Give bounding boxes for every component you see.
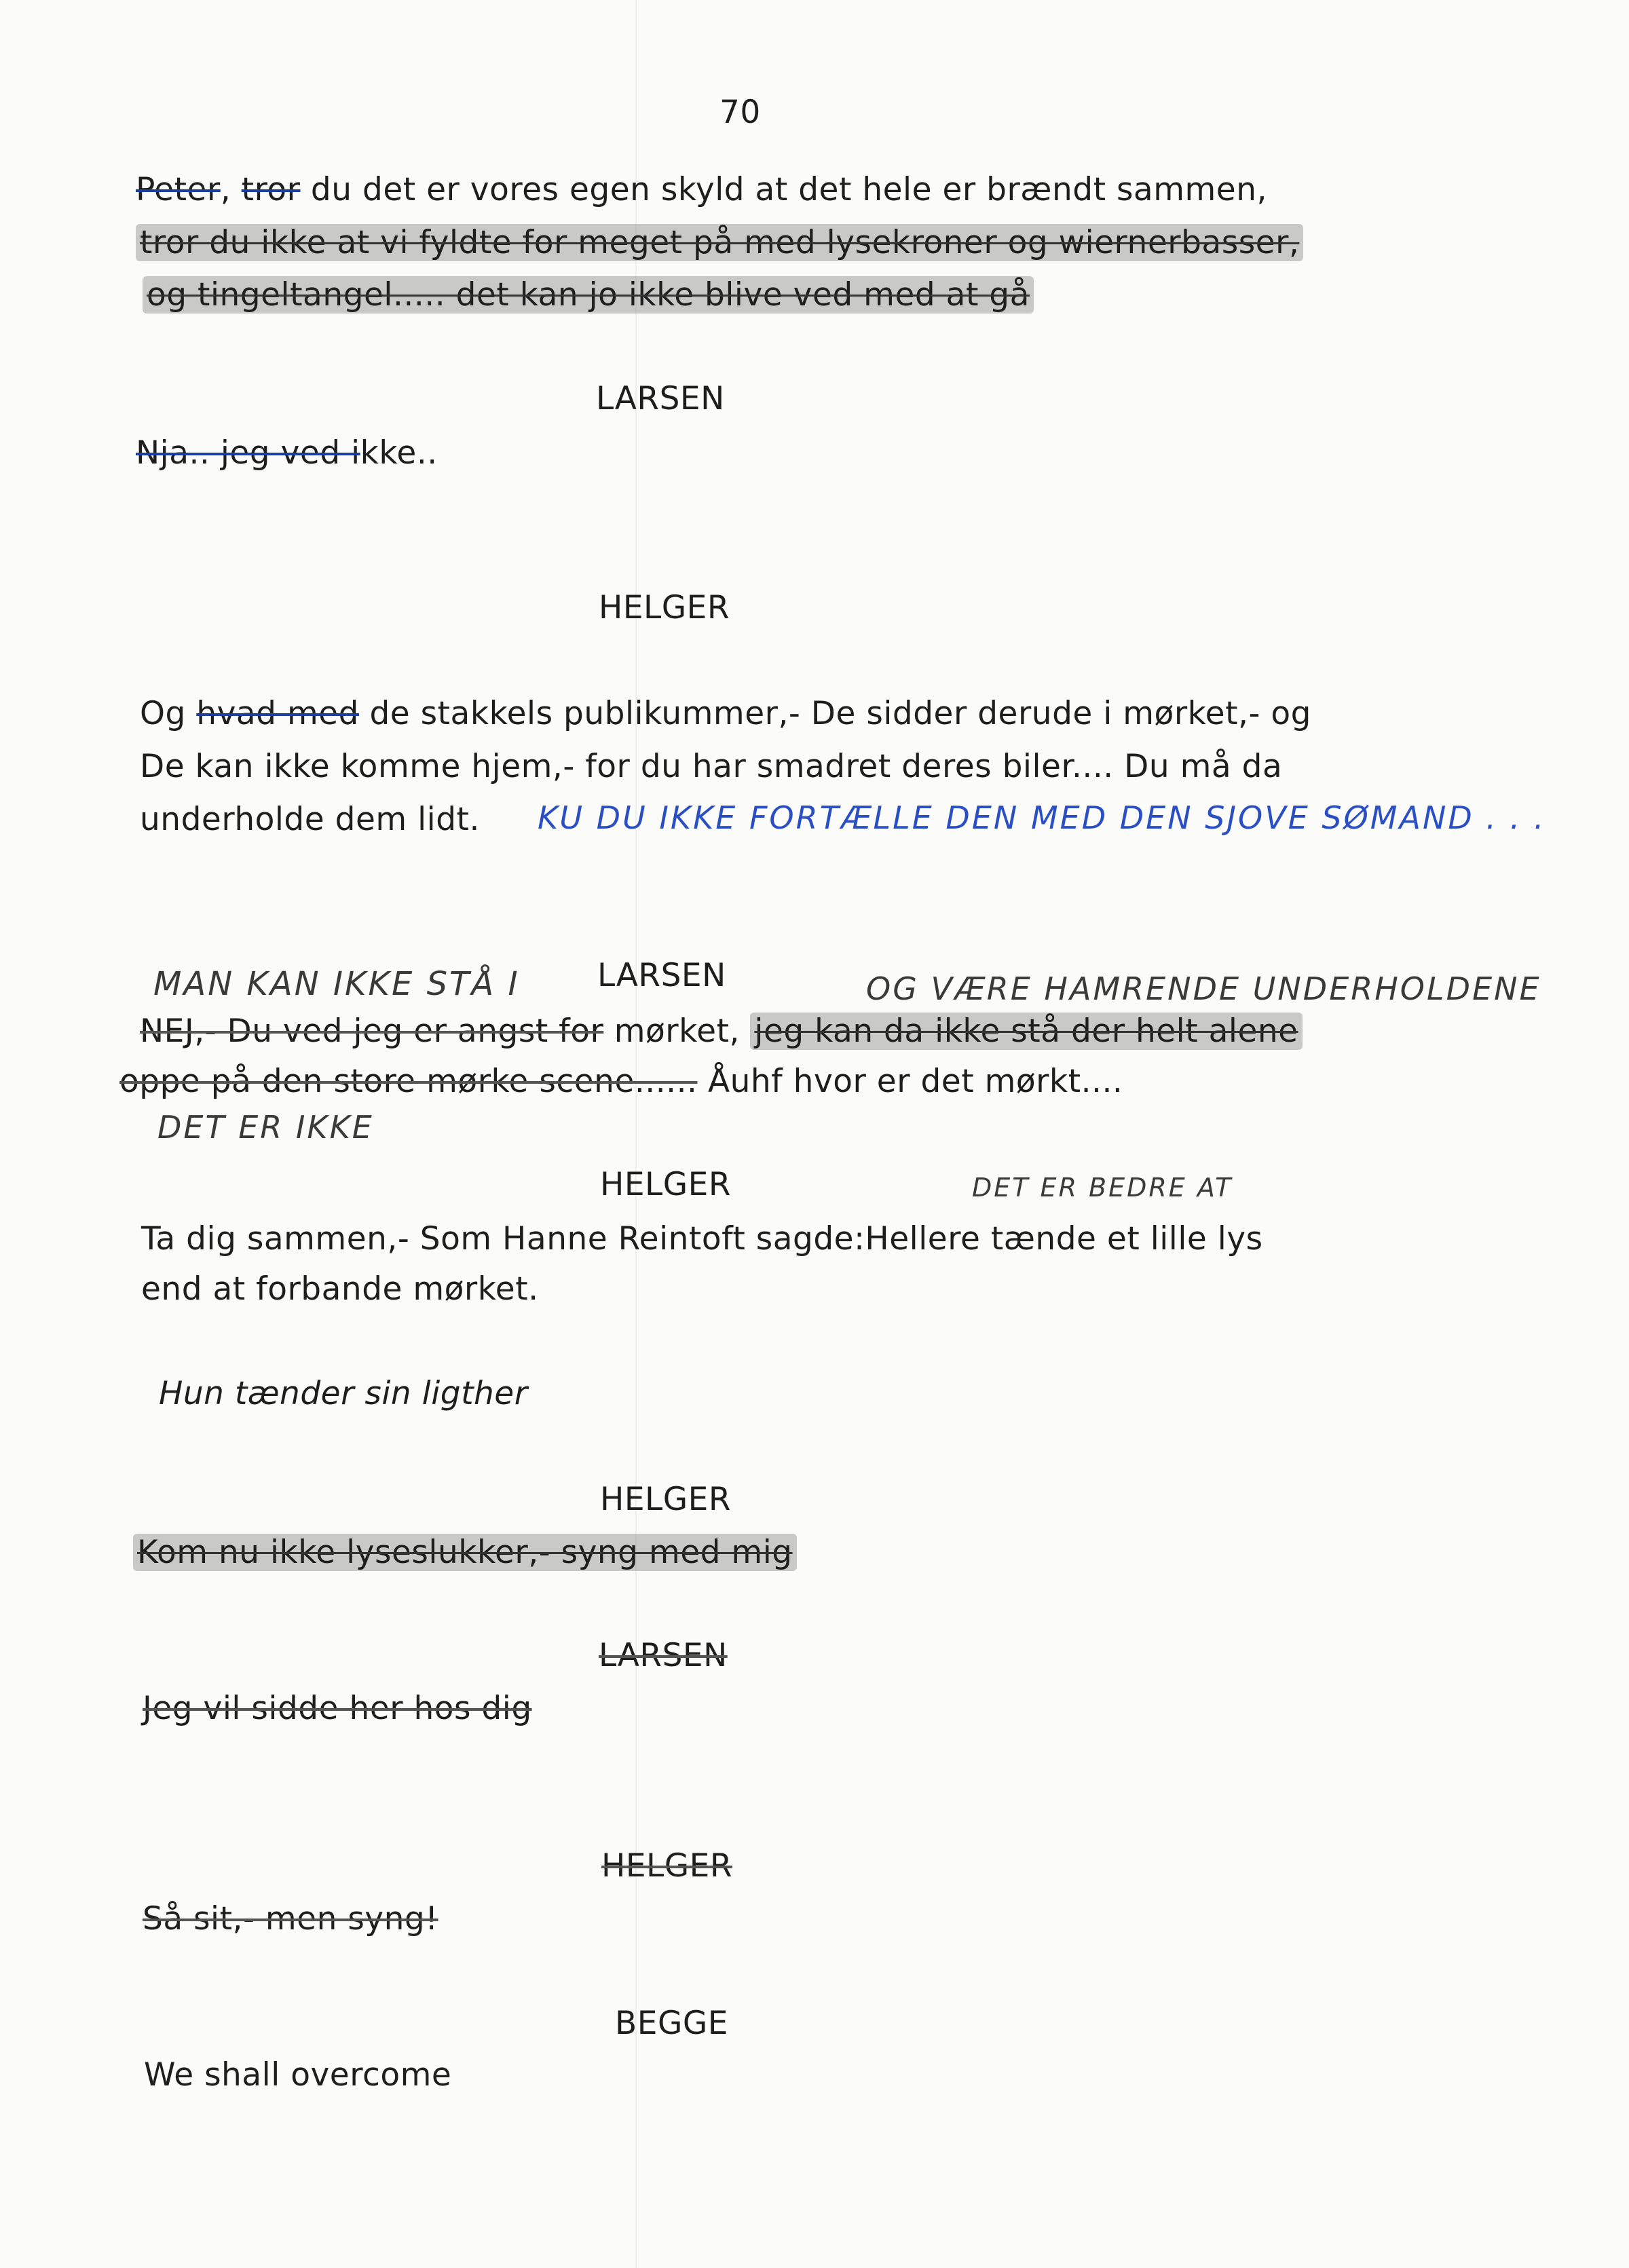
dialogue-line: Jeg vil sidde her hos dig xyxy=(143,1690,532,1727)
speaker-name: LARSEN xyxy=(596,380,725,417)
dialogue-line: Nja.. jeg ved ikke.. xyxy=(136,434,438,472)
dialogue-line: Peter, tror du det er vores egen skyld at det hele er brændt sammen, xyxy=(136,171,1267,208)
dialogue-line: Ta dig sammen,- Som Hanne Reintoft sagde:Hellere tænde et lille lys xyxy=(141,1220,1263,1258)
dialogue-line: NEJ,- Du ved jeg er angst for mørket, jeg kan da ikke stå der helt alene xyxy=(140,1011,1303,1052)
page-fold xyxy=(635,0,637,2268)
handwritten-note: DET ER IKKE xyxy=(157,1109,374,1146)
dialogue-line: underholde dem lidt. xyxy=(140,801,480,838)
struck-line: og tingeltangel..... det kan jo ikke blive ved med at gå xyxy=(143,275,1034,316)
dialogue-line: end at forbande mørket. xyxy=(141,1270,539,1308)
stage-direction: Hun tænder sin ligther xyxy=(159,1375,528,1412)
struck-word: tror xyxy=(241,171,301,208)
handwritten-note: DET ER BEDRE AT xyxy=(972,1173,1233,1203)
handwritten-note: MAN KAN IKKE STÅ I xyxy=(153,965,520,1003)
dialogue-line: Så sit,- men syng! xyxy=(143,1900,438,1938)
speaker-name: HELGER xyxy=(600,1166,731,1203)
speaker-name: LARSEN xyxy=(599,1637,728,1674)
speaker-name: HELGER xyxy=(600,1481,731,1518)
speaker-name: HELGER xyxy=(599,589,730,626)
speaker-name: HELGER xyxy=(601,1847,732,1885)
speaker-name: BEGGE xyxy=(615,2005,728,2042)
struck-line: tror du ikke at vi fyldte for meget på med lysekroner og wiernerbasser, xyxy=(136,223,1303,263)
struck-word: Peter xyxy=(136,171,221,208)
handwritten-note: KU DU IKKE FORTÆLLE DEN MED DEN SJOVE SØMAND . . . xyxy=(538,799,1546,836)
speaker-name: LARSEN xyxy=(597,957,726,994)
struck-line: Kom nu ikke lyseslukker,- syng med mig xyxy=(133,1532,797,1573)
handwritten-note: OG VÆRE HAMRENDE UNDERHOLDENE xyxy=(866,970,1541,1007)
dialogue-line: Og hvad med de stakkels publikummer,- De sidder derude i mørket,- og xyxy=(140,695,1311,732)
dialogue-line: oppe på den store mørke scene...... Åuhf hvor er det mørkt.... xyxy=(119,1063,1123,1100)
dialogue-line: De kan ikke komme hjem,- for du har smadret deres biler.... Du må da xyxy=(140,748,1283,785)
dialogue-line: We shall overcome xyxy=(144,2056,452,2094)
struck-word: hvad med xyxy=(196,695,359,732)
page-number: 70 xyxy=(719,94,761,131)
